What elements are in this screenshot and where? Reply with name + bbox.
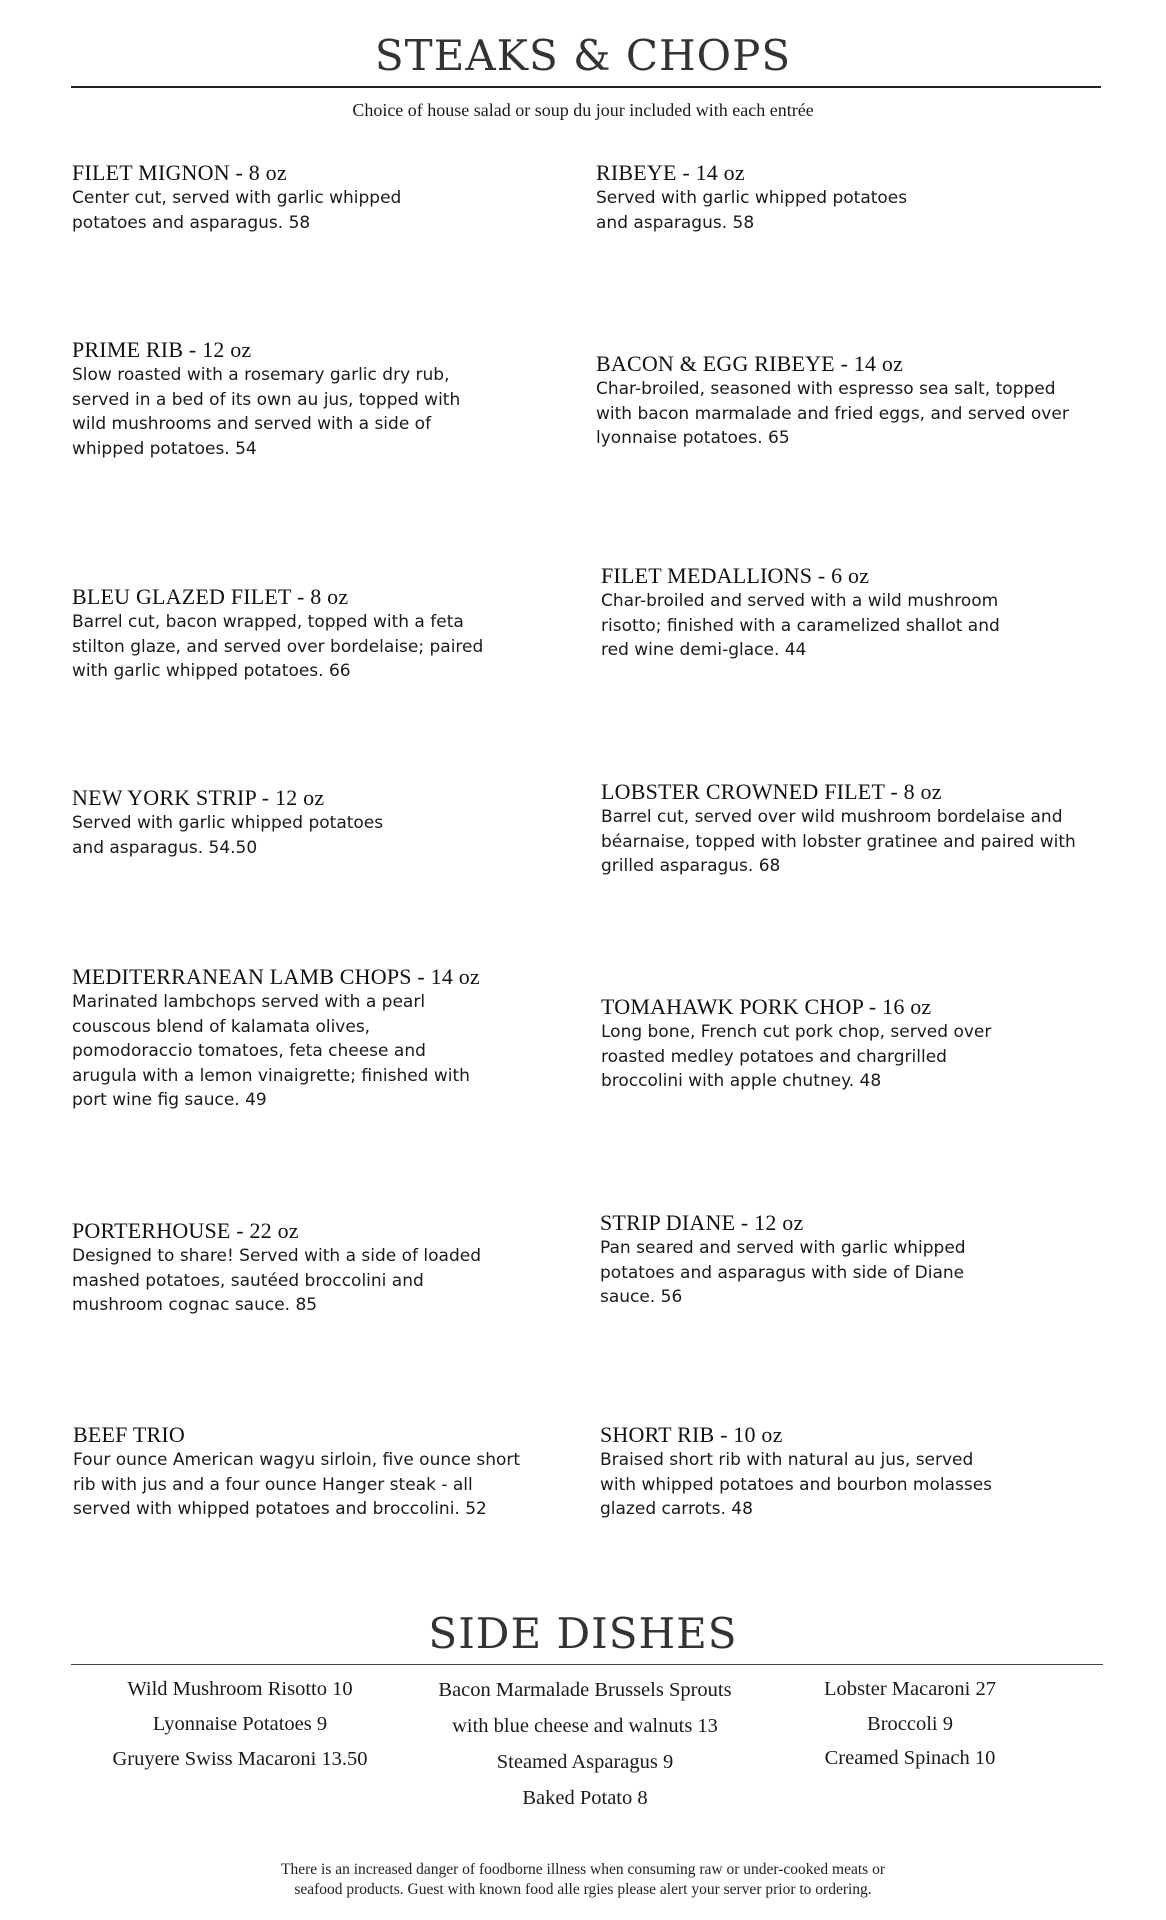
side-dish-item: Gruyere Swiss Macaroni 13.50 xyxy=(112,1748,368,1770)
menu-item-description xyxy=(72,610,512,684)
menu-item-description xyxy=(72,811,512,860)
menu-item-description xyxy=(596,377,1096,451)
menu-item-name: PORTERHOUSE - 22 oz xyxy=(72,1218,299,1243)
description-line: mushroom cognac sauce. 85 xyxy=(72,1295,318,1315)
description-line: béarnaise, topped with lobster gratinee and paired with xyxy=(601,831,1076,852)
side-dish-item: Wild Mushroom Risotto 10 xyxy=(127,1678,353,1700)
description-line: pomodoraccio tomatoes, feta cheese and xyxy=(72,1041,426,1061)
description-line: Marinated lambchops served with a pearl xyxy=(72,992,426,1012)
menu-item-description xyxy=(72,1244,512,1318)
menu-item-tomahawk-pork-chop xyxy=(601,994,1081,1094)
description-line: whipped potatoes. 54 xyxy=(72,438,257,459)
description-line: stilton glaze, and served over bordelaise; paired xyxy=(72,636,484,657)
description-line: risotto; finished with a caramelized shallot and xyxy=(601,615,1000,636)
description-line: red wine demi-glace. 44 xyxy=(601,640,807,660)
menu-item-name: SHORT RIB - 10 oz xyxy=(600,1422,783,1447)
menu-item-lobster-crowned-filet xyxy=(601,779,1101,879)
menu-item-prime-rib xyxy=(72,337,512,461)
description-line: Barrel cut, served over wild mushroom bordelaise and xyxy=(601,807,1063,827)
menu-item-name: MEDITERRANEAN LAMB CHOPS - 14 oz xyxy=(72,964,480,989)
side-dish-item: Broccoli 9 xyxy=(867,1712,953,1735)
description-line: mashed potatoes, sautéed broccolini and xyxy=(72,1270,424,1291)
description-line: arugula with a lemon vinaigrette; finished with xyxy=(72,1065,470,1086)
description-line: served in a bed of its own au jus, topped with xyxy=(72,389,461,410)
description-line: Slow roasted with a rosemary garlic dry rub, xyxy=(72,365,450,385)
description-line: Char-broiled and served with a wild mushroom xyxy=(601,591,999,611)
menu-item-description xyxy=(72,363,512,461)
description-line: lyonnaise potatoes. 65 xyxy=(596,428,790,448)
description-line: Designed to share! Served with a side of loaded xyxy=(72,1246,482,1266)
sides-divider xyxy=(71,1664,1103,1665)
description-line: Four ounce American wagyu sirloin, five ounce short xyxy=(73,1450,521,1470)
menu-item-description xyxy=(601,1020,1081,1094)
menu-item-name: PRIME RIB - 12 oz xyxy=(72,337,252,362)
description-line: roasted medley potatoes and chargrilled xyxy=(601,1046,947,1067)
description-line: glazed carrots. 48 xyxy=(600,1499,753,1519)
section-title-side-dishes: SIDE DISHES xyxy=(428,1609,738,1658)
menu-item-name: FILET MEDALLIONS - 6 oz xyxy=(601,563,870,588)
menu-item-description xyxy=(600,1236,1080,1310)
description-line: Pan seared and served with garlic whipped xyxy=(600,1238,966,1258)
entree-note: Choice of house salad or soup du jour included with each entrée xyxy=(352,100,814,120)
menu-item-description xyxy=(596,186,1076,235)
menu-item-name: RIBEYE - 14 oz xyxy=(596,160,745,185)
disclaimer-line: seafood products. Guest with known food alle rgies please alert your server prior to ordering. xyxy=(294,1881,872,1898)
menu-item-new-york-strip xyxy=(72,785,512,860)
description-line: port wine fig sauce. 49 xyxy=(72,1090,267,1110)
description-line: Served with garlic whipped potatoes xyxy=(596,188,908,208)
side-dish-item: Lyonnaise Potatoes 9 xyxy=(152,1713,328,1735)
menu-item-name: FILET MIGNON - 8 oz xyxy=(72,160,287,185)
menu-item-description xyxy=(73,1448,553,1522)
side-dish-item: Baked Potato 8 xyxy=(522,1787,648,1809)
menu-item-name: BEEF TRIO xyxy=(73,1422,186,1447)
description-line: broccolini with apple chutney. 48 xyxy=(601,1071,882,1091)
menu-item-name: TOMAHAWK PORK CHOP - 16 oz xyxy=(601,994,932,1019)
menu-item-filet-mignon xyxy=(72,160,512,235)
side-dish-item: Bacon Marmalade Brussels Sprouts xyxy=(438,1679,732,1701)
menu-item-name: BLEU GLAZED FILET - 8 oz xyxy=(72,584,349,609)
description-line: couscous blend of kalamata olives, xyxy=(72,1016,371,1037)
menu-item-strip-diane xyxy=(600,1210,1080,1310)
sides-column-right xyxy=(790,1672,1030,1776)
description-line: with garlic whipped potatoes. 66 xyxy=(72,661,351,681)
menu-item-ribeye xyxy=(596,160,1076,235)
description-line: sauce. 56 xyxy=(600,1287,683,1307)
description-line: with whipped potatoes and bourbon molasses xyxy=(600,1474,993,1495)
description-line: and asparagus. 58 xyxy=(596,212,755,233)
food-safety-disclaimer xyxy=(0,1860,1166,1900)
section-title-steaks-chops: STEAKS & CHOPS xyxy=(374,31,792,80)
menu-item-porterhouse xyxy=(72,1218,512,1318)
description-line: Braised short rib with natural au jus, served xyxy=(600,1450,974,1470)
menu-item-description xyxy=(600,1448,1080,1522)
menu-item-short-rib xyxy=(600,1422,1080,1522)
sides-column-center xyxy=(405,1672,765,1816)
description-line: served with whipped potatoes and broccolini. 52 xyxy=(73,1499,487,1519)
menu-item-mediterranean-lamb-chops xyxy=(72,964,542,1113)
menu-item-name: NEW YORK STRIP - 12 oz xyxy=(72,785,325,810)
menu-item-description xyxy=(601,805,1101,879)
description-line: and asparagus. 54.50 xyxy=(72,837,258,858)
description-line: Long bone, French cut pork chop, served over xyxy=(601,1022,992,1042)
description-line: Barrel cut, bacon wrapped, topped with a feta xyxy=(72,612,464,632)
description-line: rib with jus and a four ounce Hanger steak - all xyxy=(73,1474,473,1495)
menu-item-description xyxy=(72,186,512,235)
description-line: potatoes and asparagus. 58 xyxy=(72,212,311,233)
side-dish-item: Creamed Spinach 10 xyxy=(824,1747,996,1769)
description-line: potatoes and asparagus with side of Diane xyxy=(600,1262,965,1283)
description-line: Center cut, served with garlic whipped xyxy=(72,188,402,208)
description-line: Char-broiled, seasoned with espresso sea salt, topped xyxy=(596,379,1056,399)
side-dish-item: Steamed Asparagus 9 xyxy=(496,1751,674,1773)
menu-item-name: STRIP DIANE - 12 oz xyxy=(600,1210,804,1235)
disclaimer-line: There is an increased danger of foodborne illness when consuming raw or under-cooked meats or xyxy=(281,1861,885,1878)
description-line: Served with garlic whipped potatoes xyxy=(72,813,384,833)
menu-item-description xyxy=(601,589,1081,663)
description-line: with bacon marmalade and fried eggs, and served over xyxy=(596,403,1069,424)
menu-item-beef-trio xyxy=(73,1422,553,1522)
menu-item-description xyxy=(72,990,542,1113)
sides-column-left xyxy=(90,1672,390,1777)
menu-item-name: BACON & EGG RIBEYE - 14 oz xyxy=(596,351,904,376)
side-dish-item: with blue cheese and walnuts 13 xyxy=(452,1715,718,1737)
title-divider xyxy=(71,86,1101,88)
menu-item-filet-medallions xyxy=(601,563,1081,663)
menu-item-bacon-egg-ribeye xyxy=(596,351,1096,451)
menu-item-name: LOBSTER CROWNED FILET - 8 oz xyxy=(601,779,942,804)
menu-item-bleu-glazed-filet xyxy=(72,584,512,684)
side-dish-item: Lobster Macaroni 27 xyxy=(824,1678,996,1700)
description-line: wild mushrooms and served with a side of xyxy=(72,414,432,434)
description-line: grilled asparagus. 68 xyxy=(601,856,781,876)
